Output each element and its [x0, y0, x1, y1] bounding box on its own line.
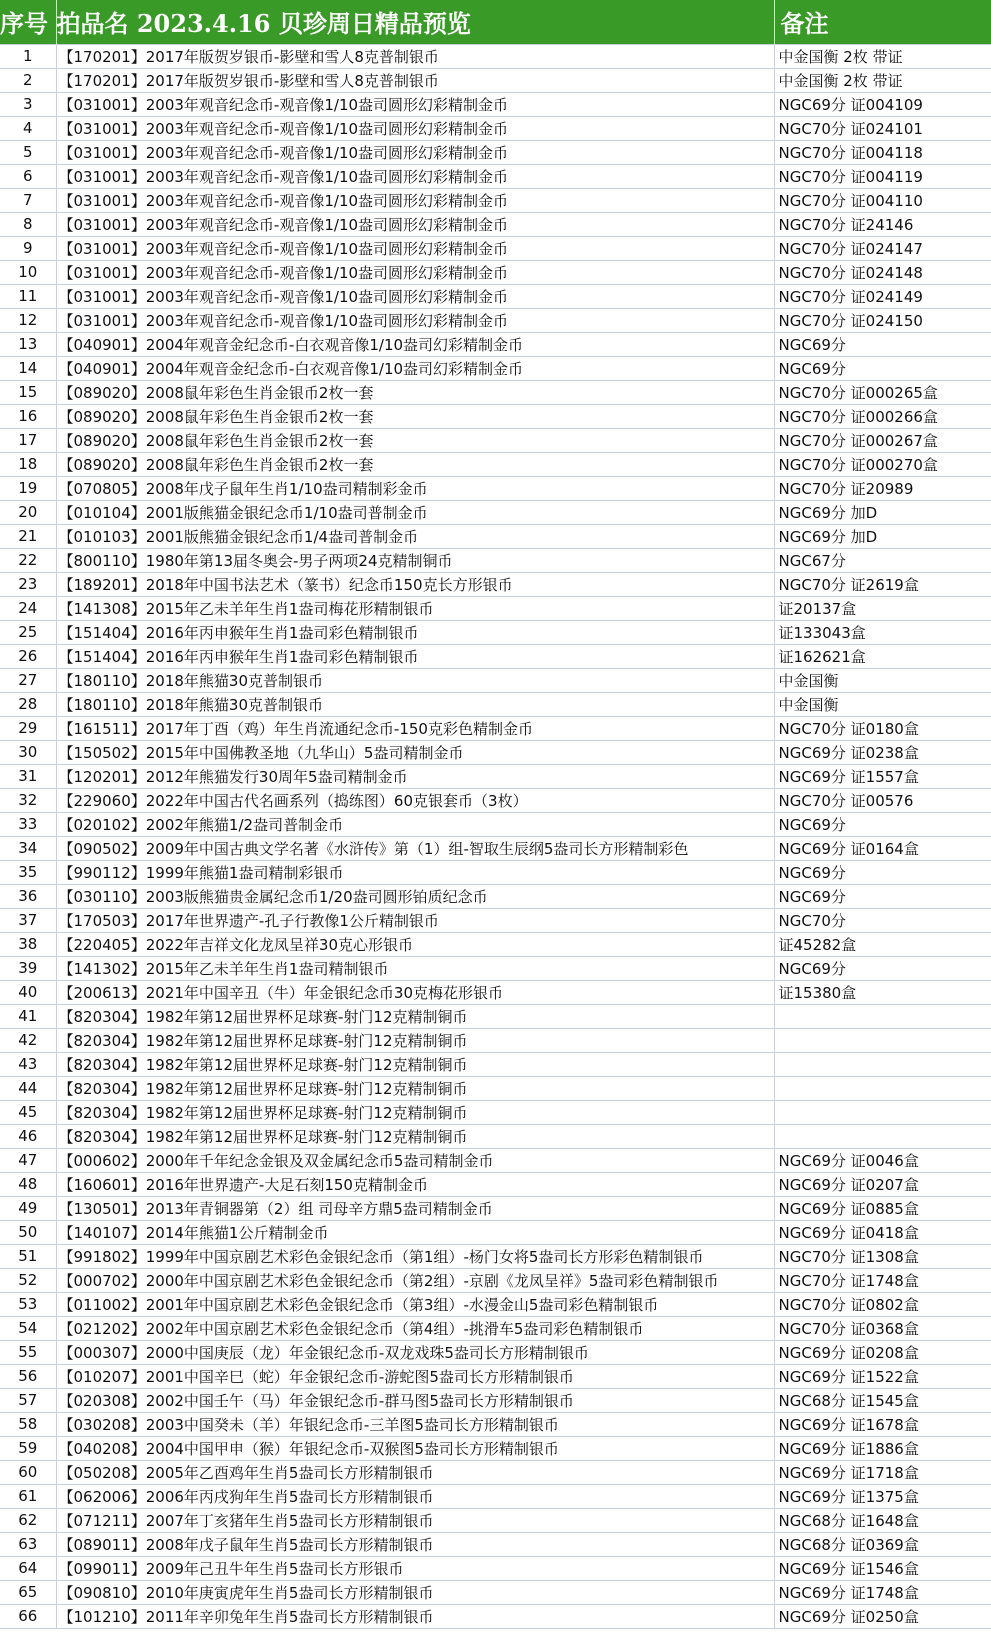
row-number: 55	[0, 1340, 56, 1364]
table-row[interactable]	[0, 1004, 991, 1028]
lot-name: 【170201】2017年版贺岁银币-影壁和雪人8克普制银币	[56, 68, 774, 92]
lot-name: 【050208】2005年乙酉鸡年生肖5盎司长方形精制银币	[56, 1460, 774, 1484]
remarks	[774, 1100, 991, 1124]
table-row[interactable]	[0, 524, 991, 548]
table-row[interactable]	[0, 284, 991, 308]
lot-name: 【089020】2008鼠年彩色生肖金银币2枚一套	[56, 380, 774, 404]
lot-name: 【000702】2000年中国京剧艺术彩色金银纪念币（第2组）-京剧《龙凤呈祥》5盎司彩色精制银币	[56, 1268, 774, 1292]
row-number: 35	[0, 860, 56, 884]
row-number: 11	[0, 284, 56, 308]
row-number: 65	[0, 1580, 56, 1604]
remarks: 中金国衡	[774, 692, 991, 716]
row-number: 20	[0, 500, 56, 524]
table-row[interactable]	[0, 164, 991, 188]
row-number: 27	[0, 668, 56, 692]
remarks: NGC69分 证1748盒	[774, 1580, 991, 1604]
table-row[interactable]	[0, 308, 991, 332]
table-row[interactable]	[0, 1412, 991, 1436]
remarks: NGC69分 证0207盒	[774, 1172, 991, 1196]
lot-name: 【040208】2004中国甲申（猴）年银纪念币-双猴图5盎司长方形精制银币	[56, 1436, 774, 1460]
row-number: 50	[0, 1220, 56, 1244]
lot-name: 【820304】1982年第12届世界杯足球赛-射门12克精制铜币	[56, 1100, 774, 1124]
lot-name: 【031001】2003年观音纪念币-观音像1/10盎司圆形幻彩精制金币	[56, 260, 774, 284]
table-row[interactable]	[0, 44, 991, 68]
remarks: NGC70分 证024150	[774, 308, 991, 332]
table-row[interactable]	[0, 1460, 991, 1484]
table-row[interactable]	[0, 1340, 991, 1364]
row-number: 24	[0, 596, 56, 620]
lot-name: 【070805】2008年戊子鼠年生肖1/10盎司精制彩金币	[56, 476, 774, 500]
table-row[interactable]	[0, 188, 991, 212]
table-body	[0, 44, 991, 1628]
remarks: NGC70分 证004118	[774, 140, 991, 164]
row-number: 1	[0, 44, 56, 68]
row-number: 28	[0, 692, 56, 716]
remarks: NGC70分 证004119	[774, 164, 991, 188]
row-number: 61	[0, 1484, 56, 1508]
remarks: NGC70分 证0180盒	[774, 716, 991, 740]
remarks	[774, 1028, 991, 1052]
table-row[interactable]	[0, 1364, 991, 1388]
row-number: 6	[0, 164, 56, 188]
table-row[interactable]	[0, 1556, 991, 1580]
lot-name: 【991802】1999年中国京剧艺术彩色金银纪念币（第1组）-杨门女将5盎司长方形彩色精制银币	[56, 1244, 774, 1268]
header-remarks: 备注	[780, 9, 829, 39]
remarks: 中金国衡 2枚 带证	[774, 44, 991, 68]
row-number: 45	[0, 1100, 56, 1124]
table-row[interactable]	[0, 1196, 991, 1220]
lot-name: 【010103】2001版熊猫金银纪念币1/4盎司普制金币	[56, 524, 774, 548]
table-row[interactable]	[0, 1436, 991, 1460]
row-number: 5	[0, 140, 56, 164]
table-row[interactable]	[0, 236, 991, 260]
row-number: 2	[0, 68, 56, 92]
table-row[interactable]	[0, 476, 991, 500]
row-number: 64	[0, 1556, 56, 1580]
table-row[interactable]	[0, 356, 991, 380]
remarks: 中金国衡 2枚 带证	[774, 68, 991, 92]
remarks: 证45282盒	[774, 932, 991, 956]
row-number: 56	[0, 1364, 56, 1388]
row-number: 7	[0, 188, 56, 212]
lot-name: 【141302】2015年乙未羊年生肖1盎司精制银币	[56, 956, 774, 980]
lot-name: 【120201】2012年熊猫发行30周年5盎司精制金币	[56, 764, 774, 788]
lot-name: 【090502】2009年中国古典文学名著《水浒传》第（1）组-智取生辰纲5盎司长方形精制彩色	[56, 836, 774, 860]
row-number: 30	[0, 740, 56, 764]
lot-name: 【141308】2015年乙未羊年生肖1盎司梅花形精制银币	[56, 596, 774, 620]
remarks: 证15380盒	[774, 980, 991, 1004]
remarks: 证20137盒	[774, 596, 991, 620]
table-row[interactable]	[0, 1388, 991, 1412]
remarks: NGC70分 证024101	[774, 116, 991, 140]
row-number: 16	[0, 404, 56, 428]
lot-name: 【180110】2018年熊猫30克普制银币	[56, 692, 774, 716]
remarks: NGC70分 证00576	[774, 788, 991, 812]
lot-name: 【089011】2008年戊子鼠年生肖5盎司长方形精制银币	[56, 1532, 774, 1556]
row-number: 13	[0, 332, 56, 356]
lot-name: 【031001】2003年观音纪念币-观音像1/10盎司圆形幻彩精制金币	[56, 140, 774, 164]
table-row[interactable]	[0, 644, 991, 668]
row-number: 44	[0, 1076, 56, 1100]
lot-name: 【180110】2018年熊猫30克普制银币	[56, 668, 774, 692]
remarks: NGC70分 证000270盒	[774, 452, 991, 476]
row-number: 15	[0, 380, 56, 404]
row-number: 26	[0, 644, 56, 668]
table-row[interactable]	[0, 1172, 991, 1196]
remarks: NGC70分 证024149	[774, 284, 991, 308]
remarks: NGC70分 证20989	[774, 476, 991, 500]
lot-name: 【090810】2010年庚寅虎年生肖5盎司长方形精制银币	[56, 1580, 774, 1604]
row-number: 37	[0, 908, 56, 932]
table-row[interactable]	[0, 1268, 991, 1292]
row-number: 51	[0, 1244, 56, 1268]
row-number: 33	[0, 812, 56, 836]
row-number: 49	[0, 1196, 56, 1220]
lot-name: 【010207】2001中国辛巳（蛇）年金银纪念币-游蛇图5盎司长方形精制银币	[56, 1364, 774, 1388]
row-number: 4	[0, 116, 56, 140]
row-number: 22	[0, 548, 56, 572]
lot-name: 【820304】1982年第12届世界杯足球赛-射门12克精制铜币	[56, 1052, 774, 1076]
lot-name: 【150502】2015年中国佛教圣地（九华山）5盎司精制金币	[56, 740, 774, 764]
lot-name: 【089020】2008鼠年彩色生肖金银币2枚一套	[56, 404, 774, 428]
remarks: NGC70分 证2619盒	[774, 572, 991, 596]
lot-name: 【071211】2007年丁亥猪年生肖5盎司长方形精制银币	[56, 1508, 774, 1532]
table-row[interactable]	[0, 1076, 991, 1100]
table-row[interactable]	[0, 1028, 991, 1052]
remarks: NGC69分 证0046盒	[774, 1148, 991, 1172]
lot-name: 【010104】2001版熊猫金银纪念币1/10盎司普制金币	[56, 500, 774, 524]
table-row[interactable]	[0, 1148, 991, 1172]
table-row[interactable]	[0, 860, 991, 884]
lot-name: 【161511】2017年丁酉（鸡）年生肖流通纪念币-150克彩色精制金币	[56, 716, 774, 740]
table-row[interactable]	[0, 1484, 991, 1508]
table-row[interactable]	[0, 332, 991, 356]
row-number: 48	[0, 1172, 56, 1196]
table-row[interactable]	[0, 716, 991, 740]
table-row[interactable]	[0, 884, 991, 908]
remarks: NGC67分	[774, 548, 991, 572]
table-row[interactable]	[0, 428, 991, 452]
remarks: NGC70分 证000265盒	[774, 380, 991, 404]
row-number: 62	[0, 1508, 56, 1532]
row-number: 25	[0, 620, 56, 644]
table-row[interactable]	[0, 68, 991, 92]
row-number: 57	[0, 1388, 56, 1412]
lot-name: 【151404】2016年丙申猴年生肖1盎司彩色精制银币	[56, 644, 774, 668]
lot-name: 【220405】2022年吉祥文化龙凤呈祥30克心形银币	[56, 932, 774, 956]
row-number: 18	[0, 452, 56, 476]
table-row[interactable]	[0, 596, 991, 620]
remarks: NGC70分 证004110	[774, 188, 991, 212]
lot-name: 【031001】2003年观音纪念币-观音像1/10盎司圆形幻彩精制金币	[56, 284, 774, 308]
remarks: NGC69分 证1375盒	[774, 1484, 991, 1508]
row-number: 32	[0, 788, 56, 812]
remarks: NGC69分 证0238盒	[774, 740, 991, 764]
table-row[interactable]	[0, 788, 991, 812]
lot-name: 【031001】2003年观音纪念币-观音像1/10盎司圆形幻彩精制金币	[56, 212, 774, 236]
lot-name: 【031001】2003年观音纪念币-观音像1/10盎司圆形幻彩精制金币	[56, 188, 774, 212]
lot-name: 【089020】2008鼠年彩色生肖金银币2枚一套	[56, 428, 774, 452]
row-number: 21	[0, 524, 56, 548]
row-number: 3	[0, 92, 56, 116]
lot-name: 【030110】2003版熊猫贵金属纪念币1/20盎司圆形铂质纪念币	[56, 884, 774, 908]
row-number: 31	[0, 764, 56, 788]
lot-name: 【099011】2009年己丑牛年生肖5盎司长方形银币	[56, 1556, 774, 1580]
remarks: NGC69分	[774, 332, 991, 356]
remarks: NGC69分	[774, 812, 991, 836]
table-row[interactable]	[0, 1316, 991, 1340]
table-row[interactable]	[0, 404, 991, 428]
table-row[interactable]	[0, 692, 991, 716]
lot-name: 【020102】2002年熊猫1/2盎司普制金币	[56, 812, 774, 836]
lot-name: 【089020】2008鼠年彩色生肖金银币2枚一套	[56, 452, 774, 476]
lot-name: 【170201】2017年版贺岁银币-影壁和雪人8克普制银币	[56, 44, 774, 68]
remarks: 证162621盒	[774, 644, 991, 668]
remarks: NGC69分 证1546盒	[774, 1556, 991, 1580]
table-row[interactable]	[0, 1100, 991, 1124]
row-number: 19	[0, 476, 56, 500]
table-row[interactable]	[0, 812, 991, 836]
lot-name: 【130501】2013年青铜器第（2）组 司母辛方鼎5盎司精制金币	[56, 1196, 774, 1220]
remarks: NGC69分 证0208盒	[774, 1340, 991, 1364]
header-row	[0, 0, 991, 44]
remarks: NGC70分 证000266盒	[774, 404, 991, 428]
row-number: 12	[0, 308, 56, 332]
table-row[interactable]	[0, 1052, 991, 1076]
remarks: NGC69分	[774, 860, 991, 884]
lot-name: 【820304】1982年第12届世界杯足球赛-射门12克精制铜币	[56, 1124, 774, 1148]
lot-name: 【000307】2000中国庚辰（龙）年金银纪念币-双龙戏珠5盎司长方形精制银币	[56, 1340, 774, 1364]
row-number: 53	[0, 1292, 56, 1316]
lot-name: 【229060】2022年中国古代名画系列（捣练图）60克银套币（3枚）	[56, 788, 774, 812]
row-number: 39	[0, 956, 56, 980]
table-row[interactable]	[0, 1220, 991, 1244]
table-row[interactable]	[0, 1244, 991, 1268]
remarks	[774, 1004, 991, 1028]
table-row[interactable]	[0, 908, 991, 932]
remarks: NGC69分	[774, 356, 991, 380]
table-row[interactable]	[0, 668, 991, 692]
row-number: 34	[0, 836, 56, 860]
table-row[interactable]	[0, 1532, 991, 1556]
remarks: NGC69分 加D	[774, 524, 991, 548]
row-number: 17	[0, 428, 56, 452]
remarks: NGC68分 证0369盒	[774, 1532, 991, 1556]
lot-name: 【000602】2000年千年纪念金银及双金属纪念币5盎司精制金币	[56, 1148, 774, 1172]
row-number: 41	[0, 1004, 56, 1028]
table-row[interactable]	[0, 452, 991, 476]
remarks: NGC69分 证0885盒	[774, 1196, 991, 1220]
row-number: 40	[0, 980, 56, 1004]
row-number: 58	[0, 1412, 56, 1436]
remarks: NGC70分	[774, 908, 991, 932]
remarks: NGC70分 证000267盒	[774, 428, 991, 452]
header-lot-name: 拍品名 2023.4.16 贝珍周日精品预览	[56, 0, 774, 44]
remarks: NGC70分 证1308盒	[774, 1244, 991, 1268]
remarks: NGC70分 证1748盒	[774, 1268, 991, 1292]
lot-name: 【990112】1999年熊猫1盎司精制彩银币	[56, 860, 774, 884]
table-row[interactable]	[0, 1604, 991, 1628]
remarks: NGC69分 证1886盒	[774, 1436, 991, 1460]
row-number: 42	[0, 1028, 56, 1052]
table-row[interactable]	[0, 836, 991, 860]
table-row[interactable]	[0, 380, 991, 404]
table-row[interactable]	[0, 260, 991, 284]
table-row[interactable]	[0, 116, 991, 140]
lot-name: 【011002】2001年中国京剧艺术彩色金银纪念币（第3组）-水漫金山5盎司彩色精制银币	[56, 1292, 774, 1316]
lot-name: 【820304】1982年第12届世界杯足球赛-射门12克精制铜币	[56, 1076, 774, 1100]
row-number: 47	[0, 1148, 56, 1172]
remarks: NGC70分 证0368盒	[774, 1316, 991, 1340]
lot-name: 【030208】2003中国癸未（羊）年银纪念币-三羊图5盎司长方形精制银币	[56, 1412, 774, 1436]
lot-name: 【140107】2014年熊猫1公斤精制金币	[56, 1220, 774, 1244]
remarks: NGC68分 证1545盒	[774, 1388, 991, 1412]
lot-name: 【189201】2018年中国书法艺术（篆书）纪念币150克长方形银币	[56, 572, 774, 596]
remarks: NGC69分 证004109	[774, 92, 991, 116]
remarks: 中金国衡	[774, 668, 991, 692]
remarks: NGC69分 证1678盒	[774, 1412, 991, 1436]
table-row[interactable]	[0, 1124, 991, 1148]
remarks: 证133043盒	[774, 620, 991, 644]
table-row[interactable]	[0, 212, 991, 236]
row-number: 63	[0, 1532, 56, 1556]
row-number: 38	[0, 932, 56, 956]
remarks: NGC69分 证1557盒	[774, 764, 991, 788]
remarks: NGC70分 证24146	[774, 212, 991, 236]
table-row[interactable]	[0, 740, 991, 764]
lot-name: 【040901】2004年观音金纪念币-白衣观音像1/10盎司幻彩精制金币	[56, 332, 774, 356]
row-number: 36	[0, 884, 56, 908]
remarks: NGC69分 证1522盒	[774, 1364, 991, 1388]
table-row[interactable]	[0, 932, 991, 956]
row-number: 60	[0, 1460, 56, 1484]
row-number: 54	[0, 1316, 56, 1340]
lot-name: 【820304】1982年第12届世界杯足球赛-射门12克精制铜币	[56, 1004, 774, 1028]
lot-name: 【040901】2004年观音金纪念币-白衣观音像1/10盎司幻彩精制金币	[56, 356, 774, 380]
remarks	[774, 1052, 991, 1076]
lot-name: 【170503】2017年世界遗产-孔子行教像1公斤精制银币	[56, 908, 774, 932]
lot-name: 【101210】2011年辛卯兔年生肖5盎司长方形精制银币	[56, 1604, 774, 1628]
lot-name: 【800110】1980年第13届冬奥会-男子两项24克精制铜币	[56, 548, 774, 572]
remarks: NGC69分 证0164盒	[774, 836, 991, 860]
table-row[interactable]	[0, 1580, 991, 1604]
remarks: NGC70分 证024148	[774, 260, 991, 284]
lot-name: 【160601】2016年世界遗产-大足石刻150克精制金币	[56, 1172, 774, 1196]
lot-name: 【031001】2003年观音纪念币-观音像1/10盎司圆形幻彩精制金币	[56, 308, 774, 332]
row-number: 52	[0, 1268, 56, 1292]
table-row[interactable]	[0, 1292, 991, 1316]
row-number: 29	[0, 716, 56, 740]
remarks	[774, 1076, 991, 1100]
lot-name: 【031001】2003年观音纪念币-观音像1/10盎司圆形幻彩精制金币	[56, 236, 774, 260]
lot-name: 【031001】2003年观音纪念币-观音像1/10盎司圆形幻彩精制金币	[56, 116, 774, 140]
remarks: NGC70分 证0802盒	[774, 1292, 991, 1316]
lot-name: 【062006】2006年丙戌狗年生肖5盎司长方形精制银币	[56, 1484, 774, 1508]
row-number: 59	[0, 1436, 56, 1460]
table-row[interactable]	[0, 1508, 991, 1532]
lot-name: 【020308】2002中国壬午（马）年金银纪念币-群马图5盎司长方形精制银币	[56, 1388, 774, 1412]
table-row[interactable]	[0, 572, 991, 596]
remarks: NGC69分	[774, 956, 991, 980]
table-row[interactable]	[0, 140, 991, 164]
row-number: 43	[0, 1052, 56, 1076]
remarks: NGC68分 证1648盒	[774, 1508, 991, 1532]
remarks: NGC69分	[774, 884, 991, 908]
table-row[interactable]	[0, 956, 991, 980]
lot-name: 【151404】2016年丙申猴年生肖1盎司彩色精制银币	[56, 620, 774, 644]
table-row[interactable]	[0, 980, 991, 1004]
lot-name: 【200613】2021年中国辛丑（牛）年金银纪念币30克梅花形银币	[56, 980, 774, 1004]
row-number: 10	[0, 260, 56, 284]
remarks: NGC70分 证024147	[774, 236, 991, 260]
remarks: NGC69分 证0418盒	[774, 1220, 991, 1244]
row-number: 9	[0, 236, 56, 260]
remarks: NGC69分 证1718盒	[774, 1460, 991, 1484]
lot-name: 【031001】2003年观音纪念币-观音像1/10盎司圆形幻彩精制金币	[56, 92, 774, 116]
lot-name: 【031001】2003年观音纪念币-观音像1/10盎司圆形幻彩精制金币	[56, 164, 774, 188]
row-number: 66	[0, 1604, 56, 1628]
table-row[interactable]	[0, 764, 991, 788]
table-row[interactable]	[0, 620, 991, 644]
lot-name: 【820304】1982年第12届世界杯足球赛-射门12克精制铜币	[56, 1028, 774, 1052]
table-row[interactable]	[0, 548, 991, 572]
table-row[interactable]	[0, 92, 991, 116]
remarks: NGC69分 证0250盒	[774, 1604, 991, 1628]
lot-name: 【021202】2002年中国京剧艺术彩色金银纪念币（第4组）-挑滑车5盎司彩色精制银币	[56, 1316, 774, 1340]
row-number: 23	[0, 572, 56, 596]
remarks: NGC69分 加D	[774, 500, 991, 524]
row-number: 46	[0, 1124, 56, 1148]
row-number: 14	[0, 356, 56, 380]
header-serial: 序号	[0, 0, 56, 44]
row-number: 8	[0, 212, 56, 236]
table-row[interactable]	[0, 500, 991, 524]
remarks	[774, 1124, 991, 1148]
